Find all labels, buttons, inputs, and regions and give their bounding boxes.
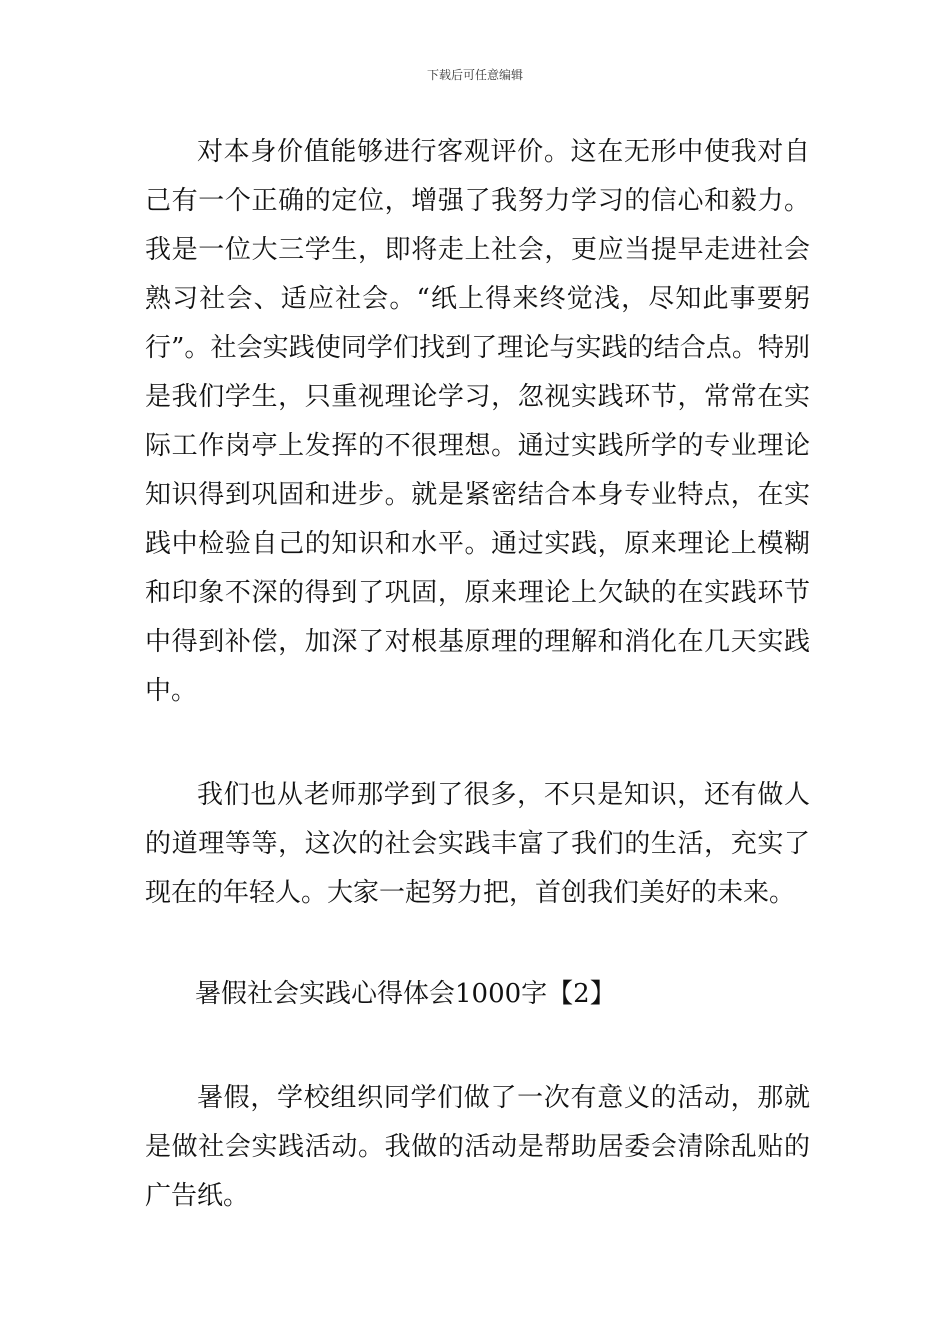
section-heading: 暑假社会实践心得体会1000字【2】: [195, 979, 616, 1009]
paragraph-3: 暑假，学校组织同学们做了一次有意义的活动，那就是做社会实践活动。我做的活动是帮助居委会清除乱贴的广告纸。: [145, 1083, 810, 1211]
paragraph-1: 对本身价值能够进行客观评价。这在无形中使我对自己有一个正确的定位，增强了我努力学习的信心和毅力。我是一位大三学生，即将走上社会，更应当提早走进社会熟习社会、适应社会。“纸上得来终觉浅，尽知此事要躬行”。社会实践使同学们找到了理论与实践的结合点。特别是我们学生，只重视理论学习，忽视实践环节，常常在实际工作岗亭上发挥的不很理想。通过实践所学的专业理论知识得到巩固和进步。就是紧密结合本身专业特点，在实践中检验自己的知识和水平。通过实践，原来理论上模糊和印象不深的得到了巩固，原来理论上欠缺的在实践环节中得到补偿，加深了对根基原理的理解和消化在几天实践中。: [145, 137, 810, 706]
document-body: [145, 128, 810, 1221]
paragraph-2: 我们也从老师那学到了很多，不只是知识，还有做人的道理等等，这次的社会实践丰富了我们的生活，充实了现在的年轻人。大家一起努力把，首创我们美好的未来。: [145, 780, 810, 908]
page-header: 下载后可任意编辑: [426, 68, 523, 82]
